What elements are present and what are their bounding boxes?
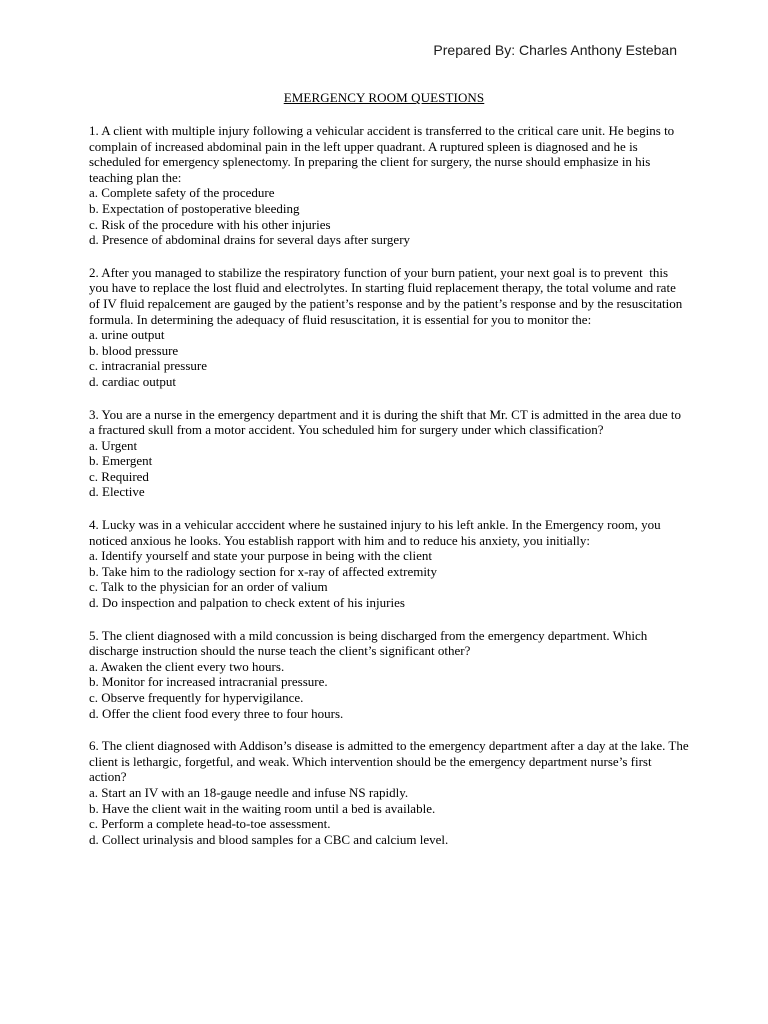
question-2 [89, 265, 689, 390]
answer-option-d: d. Offer the client food every three to four hours. [89, 705, 344, 721]
answer-options [89, 438, 689, 500]
answer-option-c: c. Perform a complete head-to-toe assessment. [89, 816, 331, 832]
question-list [89, 123, 692, 864]
question-text: 4. Lucky was in a vehicular acccident where he sustained injury to his left ankle. In the Emergency room, you noticed anxious he looks. You establish rapport with him and to reduce his anxiety, you initially: [89, 517, 664, 548]
answer-option-b: b. Monitor for increased intracranial pressure. [89, 674, 328, 690]
answer-options [89, 659, 689, 721]
answer-options [89, 548, 689, 610]
answer-option-c: c. intracranial pressure [89, 358, 208, 374]
answer-options [89, 785, 689, 847]
answer-option-b: b. Emergent [89, 453, 153, 469]
answer-option-b: b. Have the client wait in the waiting room until a bed is available. [89, 800, 436, 816]
question-text: 5. The client diagnosed with a mild concussion is being discharged from the emergency department. Which discharge instruction should the nurse teach the client’s significant other? [89, 627, 651, 659]
answer-option-d: d. Presence of abdominal drains for several days after surgery [89, 232, 411, 248]
answer-option-a: a. Identify yourself and state your purpose in being with the client [89, 548, 432, 564]
prepared-by-header: Prepared By: Charles Anthony Esteban [433, 42, 677, 58]
answer-option-a: a. Urgent [89, 437, 138, 453]
answer-option-d: d. Do inspection and palpation to check extent of his injuries [89, 595, 405, 611]
question-text: 6. The client diagnosed with Addison’s disease is admitted to the emergency department after a day at the lake. The client is lethargic, forgetful, and weak. Which intervention should be the emergency department nurse’s first action? [89, 738, 692, 785]
answer-options [89, 327, 689, 389]
answer-option-a: a. urine output [89, 327, 165, 343]
answer-option-c: c. Observe frequently for hypervigilance. [89, 690, 304, 705]
answer-option-c: c. Required [89, 468, 149, 484]
answer-option-c: c. Risk of the procedure with his other injuries [89, 216, 331, 232]
answer-option-b: b. Expectation of postoperative bleeding [89, 200, 300, 216]
answer-option-a: a. Awaken the client every two hours. [89, 658, 285, 674]
answer-option-a: a. Complete safety of the procedure [89, 185, 275, 201]
question-text: 3. You are a nurse in the emergency department and it is during the shift that Mr. CT is admitted in the area due to a fractured skull from a motor accident. You scheduled him for surgery under which classification? [89, 406, 685, 438]
answer-option-b: b. blood pressure [89, 342, 179, 358]
question-6 [89, 738, 692, 847]
answer-option-c: c. Talk to the physician for an order of valium [89, 579, 328, 595]
question-5 [89, 628, 689, 722]
question-text: 2. After you managed to stabilize the respiratory function of your burn patient, your next goal is to prevent this you have to replace the lost fluid and electrolytes. In starting fluid replacement therapy, the total volume and rate of IV fluid repalcement are gauged by the patient’s response and by the patient’s response and by the resuscitation formula. In determining the adequacy of fluid resuscitation, it is essential for you to monitor the: [89, 264, 686, 327]
question-1 [89, 123, 689, 248]
question-4 [89, 517, 689, 611]
question-text: 1. A client with multiple injury following a vehicular accident is transferred to the critical care unit. He begins to complain of increased abdominal pain in the left upper quadrant. A ruptured spleen is diagnosed and he is scheduled for emergency splenectomy. In preparing the client for surgery, the nurse should emphasize in his teaching plan the: [89, 123, 678, 185]
answer-option-d: d. cardiac output [89, 373, 176, 389]
answer-option-a: a. Start an IV with an 18-gauge needle and infuse NS rapidly. [89, 784, 409, 800]
answer-options [89, 185, 689, 247]
answer-option-d: d. Collect urinalysis and blood samples for a CBC and calcium level. [89, 831, 449, 847]
document-title: EMERGENCY ROOM QUESTIONS [283, 90, 485, 105]
answer-option-b: b. Take him to the radiology section for x-ray of affected extremity [89, 563, 438, 579]
question-3 [89, 407, 689, 501]
answer-option-d: d. Elective [89, 484, 145, 500]
